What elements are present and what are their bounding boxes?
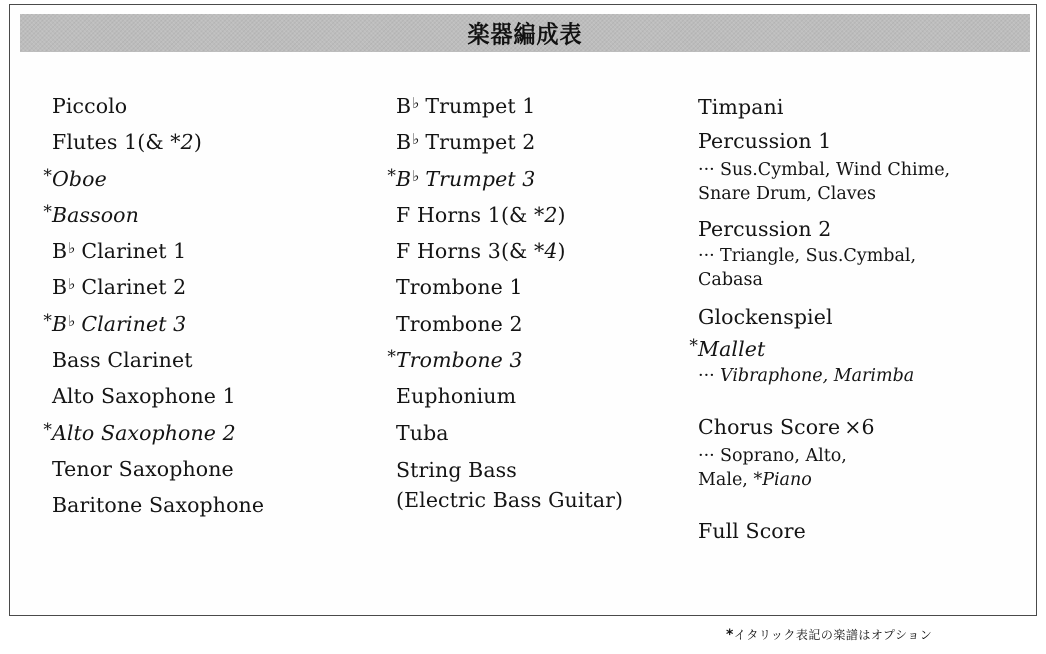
instrument-details-optional: ··· Vibraphone, Marimba (698, 366, 915, 386)
instrument-item: Tuba (396, 420, 449, 445)
flat-sign-icon: ♭ (68, 239, 76, 258)
instrument-item: Flutes 1(& *2) (52, 130, 202, 155)
instrument-item: B♭ Clarinet 1 (52, 239, 187, 264)
asterisk-icon: * (726, 627, 734, 643)
instrument-item: Trombone 1 (396, 275, 523, 300)
instrument-item: Timpani (698, 95, 784, 119)
column-woodwinds (40, 88, 264, 524)
instrument-item: Tenor Saxophone (52, 456, 234, 481)
instrument-item: Baritone Saxophone (52, 493, 265, 518)
instrument-details: ··· Soprano, Alto, (698, 446, 847, 466)
page-title: 楽器編成表 (467, 21, 583, 49)
instrument-item-optional: *Mallet (689, 336, 766, 361)
instrument-details: Cabasa (698, 270, 763, 290)
instrument-item-optional: *Trombone 3 (387, 347, 523, 373)
ellipsis-icon: ··· (698, 160, 715, 180)
flat-sign-icon: ♭ (412, 94, 420, 112)
instrument-item: String Bass (396, 457, 517, 482)
instrument-details: Male, *Piano (698, 470, 812, 490)
footnote-text: イタリック表記の楽譜はオプション (733, 628, 933, 642)
flat-sign-icon: ♭ (412, 166, 420, 185)
flat-sign-icon: ♭ (68, 311, 76, 330)
instrument-item: B♭ Trumpet 2 (396, 130, 536, 155)
instrument-item-optional: *Oboe (43, 165, 107, 191)
instrument-item-optional: *B♭ Clarinet 3 (43, 310, 187, 336)
instrument-item: B♭ Trumpet 1 (396, 94, 536, 118)
instrument-item: Piccolo (52, 94, 128, 118)
ellipsis-icon: ··· (698, 366, 715, 386)
instrument-item: Euphonium (396, 384, 517, 409)
instrument-item-optional: *Alto Saxophone 2 (43, 419, 236, 445)
instrument-item: Bass Clarinet (52, 348, 193, 373)
ellipsis-icon: ··· (698, 446, 715, 466)
flat-sign-icon: ♭ (68, 275, 76, 294)
instrument-item: Alto Saxophone 1 (52, 384, 236, 409)
column-brass (384, 88, 623, 515)
title-band (20, 14, 1030, 52)
ellipsis-icon: ··· (698, 246, 715, 266)
instrument-details: ··· Triangle, Sus.Cymbal, (698, 246, 917, 266)
instrument-item: Trombone 2 (396, 311, 523, 336)
instrument-item-optional: *Bassoon (43, 201, 139, 227)
instrument-item: Percussion 2 (698, 217, 832, 241)
column-percussion-scores (686, 88, 950, 548)
flat-sign-icon: ♭ (412, 130, 420, 149)
instrument-item: B♭ Clarinet 2 (52, 275, 187, 300)
instrument-item: Chorus Score ×6 (698, 415, 875, 439)
instrument-item: F Horns 1(& *2) (396, 202, 566, 227)
footnote (726, 626, 932, 643)
instrument-item-optional: *B♭ Trumpet 3 (387, 165, 536, 191)
instrument-item: Percussion 1 (698, 129, 832, 153)
instrument-details: Snare Drum, Claves (698, 184, 877, 204)
instrument-item: Glockenspiel (698, 305, 833, 329)
instrument-details: ··· Sus.Cymbal, Wind Chime, (698, 160, 951, 180)
instrument-item: Full Score (698, 519, 806, 543)
instrument-item: F Horns 3(& *4) (396, 239, 566, 264)
instrument-item: (Electric Bass Guitar) (396, 487, 624, 512)
